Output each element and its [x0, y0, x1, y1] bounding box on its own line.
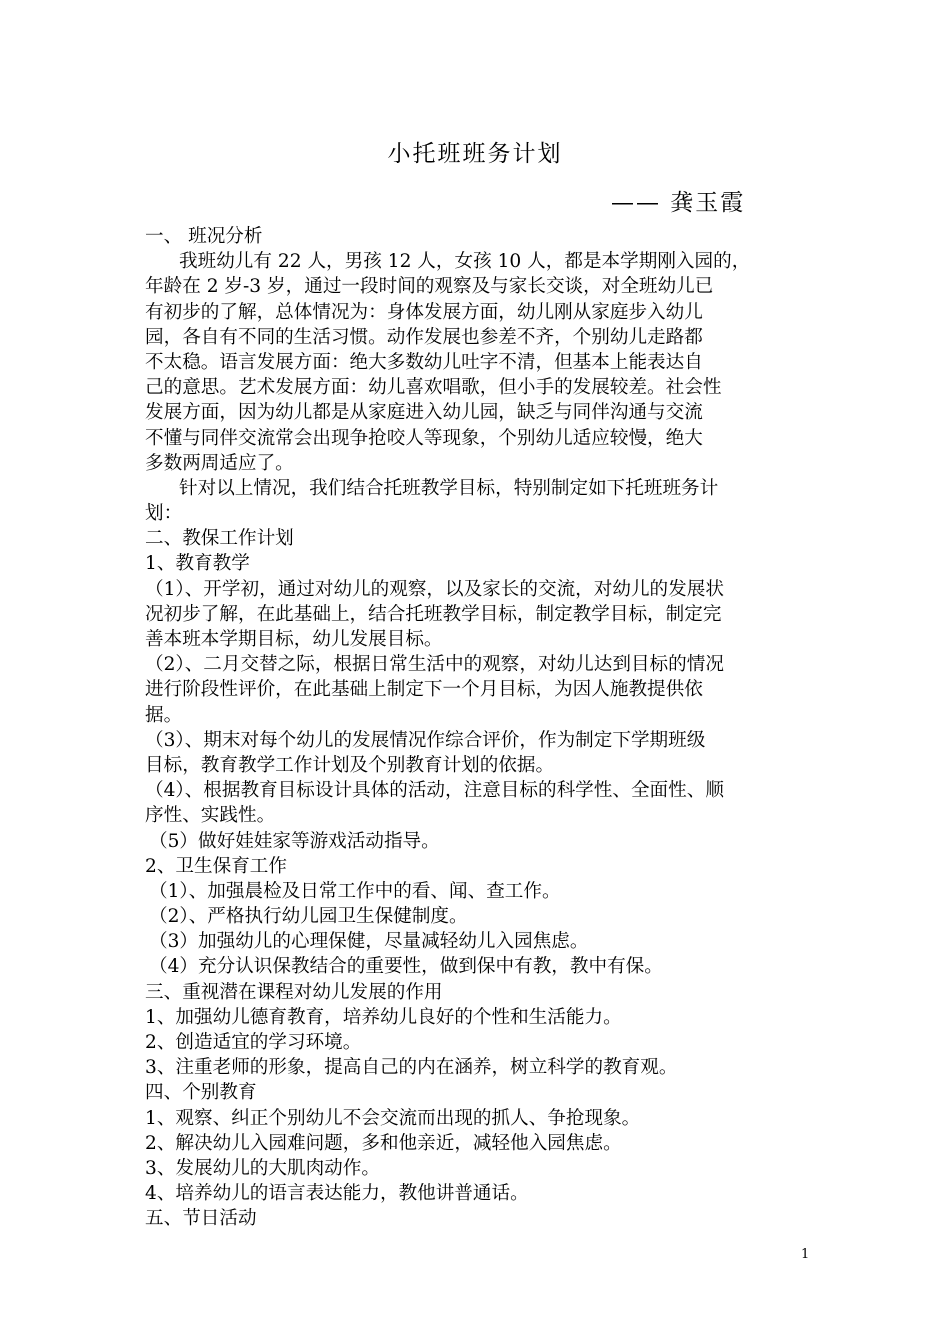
- document-title: 小托班班务计划: [387, 141, 563, 167]
- list-item: （5）做好娃娃家等游戏活动指导。: [149, 830, 440, 852]
- list-item: （3）加强幼儿的心理保健，尽量减轻幼儿入园焦虑。: [149, 931, 589, 953]
- list-item: 4、培养幼儿的语言表达能力，教他讲普通话。: [145, 1183, 529, 1205]
- list-item: 1、观察、纠正个别幼儿不会交流而出现的抓人、争抢现象。: [145, 1107, 641, 1129]
- paragraph-line: 年龄在 2 岁-3 岁，通过一段时间的观察及与家长交谈，对全班幼儿已: [145, 276, 714, 298]
- list-item-continuation: 进行阶段性评价，在此基础上制定下一个月目标，为因人施教提供依: [145, 679, 703, 701]
- page-number: 1: [801, 1247, 810, 1262]
- paragraph-line: 不懂与同伴交流常会出现争抢咬人等现象，个别幼儿适应较慢，绝大: [145, 427, 703, 449]
- list-item: （3）、期末对每个幼儿的发展情况作综合评价，作为制定下学期班级: [145, 729, 706, 751]
- paragraph-line: 多数两周适应了。: [145, 452, 294, 474]
- list-item-continuation: 目标，教育教学工作计划及个别教育计划的依据。: [145, 754, 555, 776]
- list-item: （1）、加强晨检及日常工作中的看、闻、查工作。: [149, 880, 561, 902]
- section-heading-class-analysis: 一、 班况分析: [145, 226, 263, 247]
- paragraph-line: 己的意思。艺术发展方面：幼儿喜欢唱歌，但小手的发展较差。社会性: [145, 377, 722, 399]
- list-item-continuation: 序性、实践性。: [145, 805, 276, 827]
- section-heading-individual-education: 四、个别教育: [145, 1082, 257, 1104]
- subheading-education-teaching: 1、教育教学: [145, 553, 250, 575]
- list-item: （1）、开学初，通过对幼儿的观察，以及家长的交流，对幼儿的发展状: [145, 578, 724, 600]
- list-item-continuation: 据。: [145, 704, 183, 726]
- section-heading-festival-activities: 五、节日活动: [145, 1208, 257, 1230]
- paragraph-line: 针对以上情况，我们结合托班教学目标，特别制定如下托班班务计: [179, 477, 719, 499]
- list-item: 1、加强幼儿德育教育，培养幼儿良好的个性和生活能力。: [145, 1006, 622, 1028]
- list-item: 2、创造适宜的学习环境。: [145, 1032, 362, 1053]
- list-item: 3、发展幼儿的大肌肉动作。: [145, 1157, 380, 1179]
- list-item-continuation: 善本班本学期目标，幼儿发展目标。: [145, 629, 443, 650]
- list-item: 3、注重老师的形象，提高自己的内在涵养，树立科学的教育观。: [145, 1057, 678, 1079]
- paragraph-line: 划：: [145, 503, 183, 525]
- document-body: [145, 224, 813, 1232]
- paragraph-line: 我班幼儿有 22 人，男孩 12 人，女孩 10 人，都是本学期刚入园的，: [179, 251, 751, 273]
- list-item: （2）、二月交替之际，根据日常生活中的观察，对幼儿达到目标的情况: [145, 654, 724, 676]
- list-item: （2）、严格执行幼儿园卫生保健制度。: [149, 906, 468, 928]
- list-item: 2、解决幼儿入园难问题，多和他亲近，减轻他入园焦虑。: [145, 1132, 622, 1154]
- list-item: （4）、根据教育目标设计具体的活动，注意目标的科学性、全面性、顺: [145, 780, 724, 802]
- section-heading-teaching-care-plan: 二、教保工作计划: [145, 528, 294, 550]
- subheading-health-care: 2、卫生保育工作: [145, 855, 287, 877]
- list-item: （4）充分认识保教结合的重要性，做到保中有教，教中有保。: [149, 956, 663, 978]
- document-author: —— 龚玉霞: [611, 190, 746, 216]
- paragraph-line: 发展方面，因为幼儿都是从家庭进入幼儿园，缺乏与同伴沟通与交流: [145, 402, 703, 424]
- paragraph-line: 有初步的了解，总体情况为：身体发展方面，幼儿刚从家庭步入幼儿: [145, 301, 703, 323]
- paragraph-line: 园，各自有不同的生活习惯。动作发展也参差不齐，个别幼儿走路都: [145, 326, 703, 348]
- list-item-continuation: 况初步了解，在此基础上，结合托班教学目标，制定教学目标，制定完: [145, 603, 722, 625]
- section-heading-hidden-curriculum: 三、重视潜在课程对幼儿发展的作用: [145, 981, 443, 1003]
- paragraph-line: 不太稳。语言发展方面：绝大多数幼儿吐字不清，但基本上能表达自: [145, 351, 703, 373]
